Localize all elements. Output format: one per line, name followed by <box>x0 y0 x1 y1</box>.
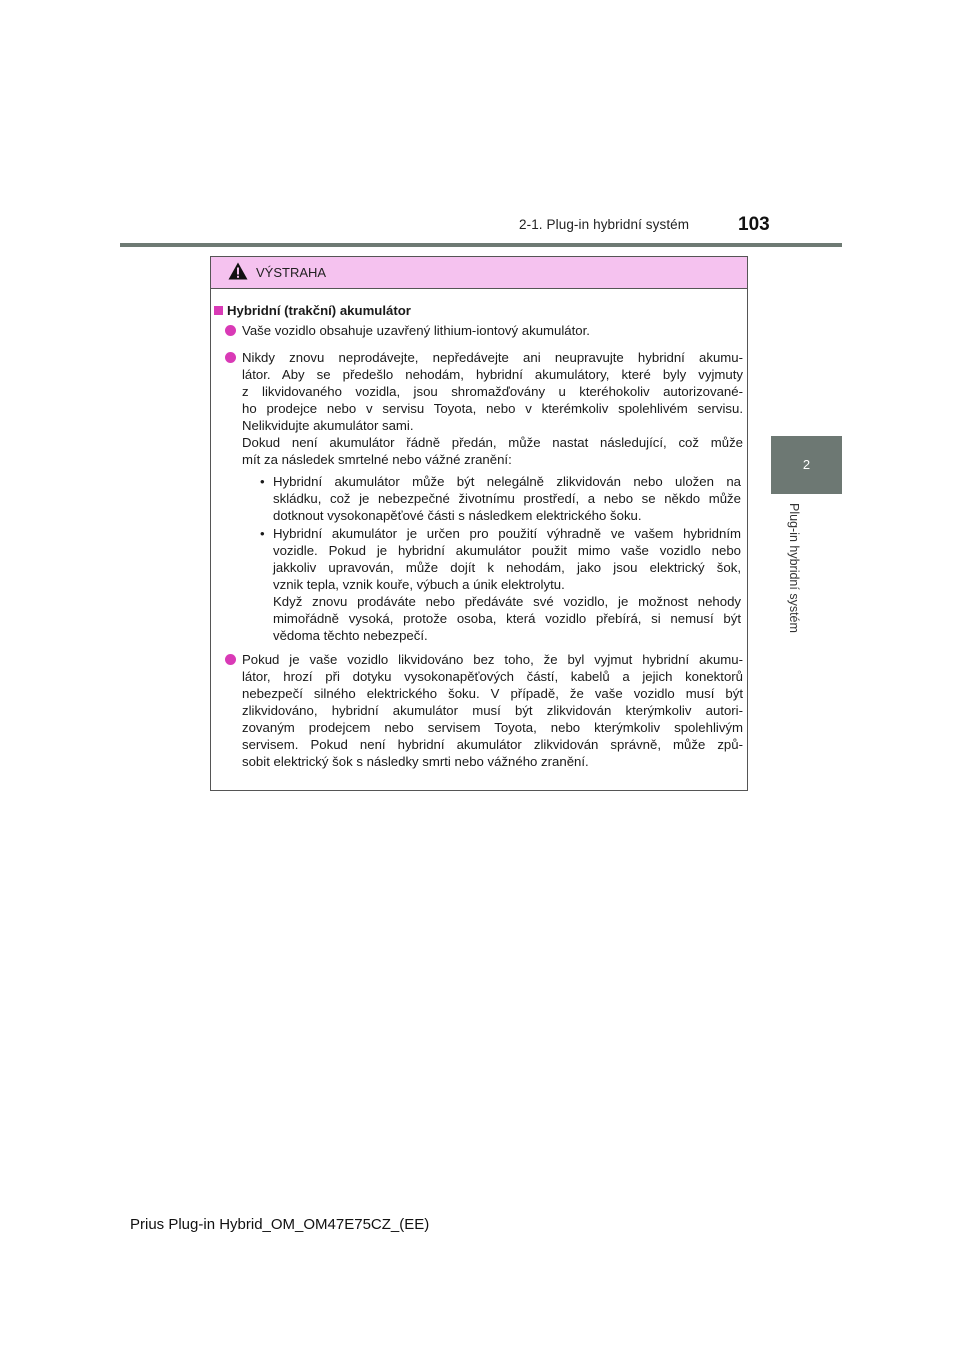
text-line: Když znovu prodáváte nebo předáváte své vozidlo, je možnost nehody <box>273 594 741 609</box>
text-line: servisem. Pokud není hybridní akumulátor zlikvidován správně, může způ- <box>242 737 743 752</box>
text-line: nebezpečí silného elektrického šoku. V případě, že vaše vozidlo musí být <box>242 686 743 701</box>
round-bullet-icon <box>225 325 236 336</box>
topic-text: Hybridní (trakční) akumulátor <box>227 303 411 318</box>
chapter-number: 2 <box>802 457 811 472</box>
text-line: dotknout vysokonapěťové části s následkem elektrického šoku. <box>273 508 642 523</box>
text-line: Nikdy znovu neprodávejte, nepředávejte ani neupravujte hybridní akumu- <box>242 350 743 365</box>
sub-list-item <box>260 473 741 524</box>
warning-triangle-icon <box>228 262 248 280</box>
text-line: látor. Aby se předešlo nehodám, hybridní akumulátory, které byly vyjmuty <box>242 367 743 382</box>
chapter-label: Plug-in hybridní systém <box>787 503 801 633</box>
sub-bullet-marker: • <box>260 474 265 489</box>
page-number: 103 <box>738 214 770 235</box>
warning-title: VÝSTRAHA <box>256 265 327 280</box>
text-line: Pokud je vaše vozidlo likvidováno bez toho, že byl vyjmut hybridní akumu- <box>242 652 743 667</box>
text-line: Dokud není akumulátor řádně předán, může nastat následující, což může <box>242 435 743 450</box>
text-line: mít za následek smrtelné nebo vážné zranění: <box>242 452 512 467</box>
sub-bullet-marker: • <box>260 526 265 541</box>
warning-box <box>210 256 748 791</box>
text-line: mimořádně vysoká, protože osoba, která vozidlo přebírá, si nemusí být <box>273 611 741 626</box>
text-line: vědoma těchto nebezpečí. <box>273 628 428 643</box>
text-line: Nelikvidujte akumulátor sami. <box>242 418 414 433</box>
bullet-text: Vaše vozidlo obsahuje uzavřený lithium-iontový akumulátor. <box>242 323 590 338</box>
text-line: vozidle. Pokud je hybridní akumulátor použit mimo vaše vozidlo nebo <box>273 543 741 558</box>
sub-list-item <box>260 525 741 644</box>
header-rule <box>120 243 842 247</box>
text-line: Hybridní akumulátor je určen pro použití výhradně ve vašem hybridním <box>273 526 741 541</box>
round-bullet-icon <box>225 654 236 665</box>
warning-header <box>211 257 747 289</box>
list-item <box>225 322 743 339</box>
section-title: 2-1. Plug-in hybridní systém <box>519 217 690 232</box>
square-bullet-icon <box>214 306 223 315</box>
list-item <box>225 651 743 770</box>
text-line: zlikvidováno, hybridní akumulátor musí být zlikvidován kterýmkoliv autori- <box>242 703 743 718</box>
chapter-tab[interactable] <box>771 436 842 494</box>
list-item <box>225 349 743 468</box>
text-line: z likvidovaného vozidla, jsou shromažďovány u kteréhokoliv autorizované- <box>242 384 743 399</box>
text-line: vznik tepla, vznik kouře, výbuch a únik elektrolytu. <box>273 577 565 592</box>
text-line: skládku, což je nebezpečné životnímu prostředí, a nebo se někdo může <box>273 491 741 506</box>
text-line: jakkoliv upravován, může dojít k nehodám, jako jsou elektrický šok, <box>273 560 741 575</box>
document-footer: Prius Plug-in Hybrid_OM_OM47E75CZ_(EE) <box>130 1216 430 1233</box>
text-line: sobit elektrický šok s následky smrti nebo vážného zranění. <box>242 754 589 769</box>
topic-heading <box>214 302 411 319</box>
text-line: ho prodejce nebo v servisu Toyota, nebo v kterémkoliv spolehlivém servisu. <box>242 401 743 416</box>
text-line: Hybridní akumulátor může být nelegálně zlikvidován nebo uložen na <box>273 474 741 489</box>
text-line: látor, hrozí při dotyku vysokonapěťových částí, kabelů a jejich konektorů <box>242 669 743 684</box>
chapter-label-band <box>771 494 842 665</box>
text-line: zovaným prodejcem nebo servisem Toyota, nebo kterýmkoliv spolehlivým <box>242 720 743 735</box>
round-bullet-icon <box>225 352 236 363</box>
